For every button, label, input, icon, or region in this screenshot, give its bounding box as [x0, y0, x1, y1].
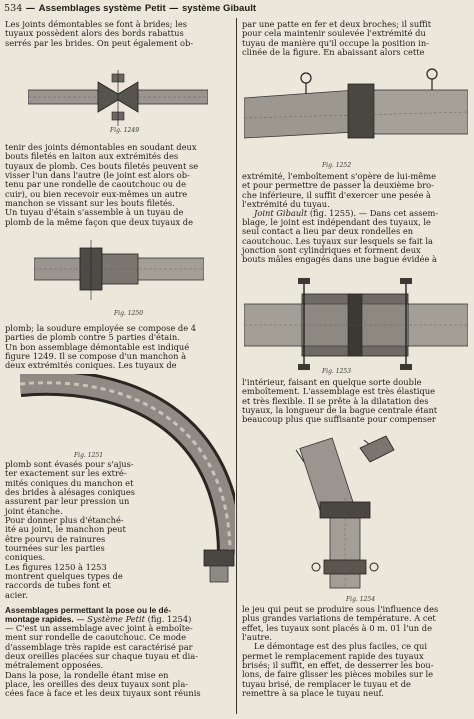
- text-line: Pour donner plus d'étanché-: [5, 515, 124, 526]
- running-header: [4, 3, 470, 15]
- text-line: place, les oreilles des deux tuyaux sont pla-: [5, 679, 189, 690]
- text-line: métralement opposées.: [5, 660, 104, 671]
- text-line: tenu par une rondelle de caoutchouc ou de: [5, 179, 186, 190]
- text-line: jonction sont cylindriques et forment deux: [242, 245, 421, 256]
- text-line: tuyaux, la longueur de la bague centrale étant: [242, 405, 438, 416]
- text-line: cuir), ou bien recevoir eux-mêmes un autre: [5, 188, 188, 199]
- text-line: l'intérieur, faisant en quelque sorte double: [242, 377, 422, 387]
- text-line: Le démontage est des plus faciles, ce qui: [254, 641, 427, 652]
- text-line: ment sur rondelle de caoutchouc. Ce mode: [5, 632, 187, 643]
- right-block-4: [242, 378, 470, 425]
- text-line: des brides à alésages coniques: [5, 487, 136, 498]
- text-line: assurent par leur pression un: [5, 496, 130, 507]
- text-line: beaucoup plus que suffisante pour compenser: [242, 414, 436, 425]
- text-line: tuyau brisé, de remplacer le tuyau et de: [242, 678, 411, 689]
- figure-1250: [34, 232, 204, 312]
- text-line: serrés par les brides. On peut également ob-: [5, 37, 194, 48]
- figure-1249: [28, 68, 208, 134]
- text-line: le jeu qui peut se produire sous l'influence des: [242, 604, 439, 614]
- text-line: caoutchouc. Les tuyaux sur lesquels se fait la: [242, 235, 433, 246]
- text-line: et pour permettre de passer la deuxième bro-: [242, 180, 434, 191]
- left-intro: [5, 20, 231, 48]
- caption-fig-1253: Fig. 1253: [322, 368, 352, 375]
- text-line: tuyau de manière qu'il occupe la position in-: [242, 37, 429, 48]
- text-line: bouts mâles engagés dans une bague évidée à: [242, 254, 437, 265]
- text-line: et très flexible. Il se prête à la dilatation des: [242, 395, 429, 406]
- text-line: deux extrémités coniques. Les tuyaux de: [5, 360, 177, 371]
- text-line: Un tuyau d'étain s'assemble à un tuyau de: [5, 207, 184, 218]
- text-line: Les figures 1250 à 1253: [5, 561, 107, 572]
- text-line: coniques.: [5, 552, 46, 563]
- text-line: l'autre.: [242, 632, 273, 643]
- page-number: 534: [4, 3, 23, 14]
- left-block-4: [5, 460, 160, 600]
- text-line: (fig. 1255). — Dans cet assem-: [309, 209, 439, 218]
- text-line: pour cela maintenir soulevée l'extrémité du: [242, 28, 426, 39]
- text-line: extrémité, l'emboîtement s'opère de lui-même: [242, 171, 436, 181]
- text-line: Les joints démontables se font à brides; les: [5, 19, 188, 29]
- section-title-end: montage rapides.: [5, 615, 74, 624]
- right-block-2: [242, 172, 470, 209]
- header-dash: —: [169, 3, 179, 14]
- text-line: l'extrémité du tuyau.: [242, 199, 330, 210]
- text-line: plomb de la même façon que deux tuyaux de: [5, 216, 193, 227]
- text-line: remettre à sa place le tuyau neuf.: [242, 688, 384, 699]
- text-line: — C'est un assemblage avec joint à emboîte-: [5, 623, 193, 633]
- text-line: plomb; la soudure employée se compose de 4: [5, 323, 197, 333]
- left-block-5: [5, 624, 231, 699]
- text-line: montrent quelques types de: [5, 571, 123, 582]
- right-block-5: [242, 605, 470, 698]
- text-line: manchon se vissant sur les bouts filetés.: [5, 198, 175, 209]
- text-line: mités coniques du manchon et: [5, 477, 134, 488]
- right-block-3: [242, 218, 470, 265]
- text-line: Un bon assemblage démontable est indiqué: [5, 341, 190, 352]
- column-rule: [236, 18, 237, 714]
- text-line: visser l'un dans l'autre (le joint est alors ob-: [5, 170, 190, 181]
- left-block-2: [5, 143, 231, 227]
- text-line: tenir des joints démontables en soudant deux: [5, 142, 197, 152]
- text-line: être pourvu de rainures: [5, 533, 106, 544]
- caption-fig-1252: Fig. 1252: [322, 162, 352, 169]
- figure-1254: [290, 428, 430, 598]
- text-line: ter exactement sur les extré-: [5, 468, 127, 479]
- text-line: figure 1249. Il se compose d'un manchon à: [5, 351, 187, 362]
- text-line: lons, de faire glisser les pièces mobiles sur le: [242, 669, 434, 680]
- text-line: tuyaux possèdent alors des bords rabattus: [5, 28, 184, 39]
- header-title-petit: Petit: [144, 3, 166, 14]
- text-line: acier.: [5, 589, 28, 600]
- text-line: tournées sur les parties: [5, 543, 105, 554]
- text-line: che inférieure, il suffit d'exercer une pesée à: [242, 189, 431, 200]
- text-line: plus grandes variations de température. A cet: [242, 613, 436, 624]
- text-line: joint étanche.: [5, 505, 63, 516]
- text-line: permet le remplacement rapide des tuyaux: [242, 650, 424, 661]
- figure-1253: [244, 276, 468, 372]
- header-title-a: Assemblages système: [38, 3, 142, 14]
- section-fig-ref: (fig. 1254): [147, 615, 192, 624]
- section-system-name: — Système Petit: [76, 615, 146, 624]
- header-dash: —: [25, 3, 36, 14]
- text-line: cées face à face et les deux tuyaux sont réunis: [5, 688, 201, 699]
- text-line: plomb sont évasés pour s'ajus-: [5, 459, 134, 469]
- left-block-3: [5, 324, 231, 371]
- text-line: emboîtement. L'assemblage est très élastique: [242, 386, 436, 397]
- caption-fig-1251: Fig. 1251: [74, 452, 104, 459]
- caption-fig-1254: Fig. 1254: [346, 596, 376, 603]
- text-line: seul contact a lieu par deux rondelles en: [242, 226, 414, 237]
- text-line: raccords de tubes font et: [5, 580, 111, 591]
- text-line: d'assemblage très rapide est caractérisé par: [5, 641, 193, 652]
- text-line: blage, le joint est indépendant des tuyaux, le: [242, 217, 431, 227]
- text-line: effet, les tuyaux sont placés à 0 m. 01 l'un de: [242, 622, 433, 633]
- text-line: bouts filetés en laiton aux extrémités des: [5, 151, 179, 162]
- gibault-label: Joint Gibault: [254, 209, 308, 218]
- text-line: brisés; il suffit, en effet, de desserrer les bou-: [242, 660, 434, 671]
- text-line: ité au joint, le manchon peut: [5, 524, 126, 535]
- caption-fig-1249: Fig. 1249: [110, 127, 140, 134]
- text-line: Dans la pose, la rondelle étant mise en: [5, 669, 169, 680]
- text-line: par une patte en fer et deux broches; il suffit: [242, 19, 432, 29]
- figure-1252: [244, 60, 468, 160]
- header-title-b: système Gibault: [181, 3, 257, 14]
- right-block-1: [242, 20, 470, 57]
- text-line: deux oreilles placées sur chaque tuyau et dia-: [5, 651, 199, 662]
- section-title-line-1: Assemblages permettant la pose ou le dé-: [5, 606, 171, 615]
- caption-fig-1250: Fig. 1250: [114, 310, 144, 317]
- text-line: parties de plomb contre 5 parties d'étain.: [5, 332, 180, 343]
- text-line: tuyaux de plomb. Ces bouts filetés peuvent se: [5, 160, 199, 171]
- text-line: clinée de la figure. En abaissant alors cette: [242, 47, 425, 58]
